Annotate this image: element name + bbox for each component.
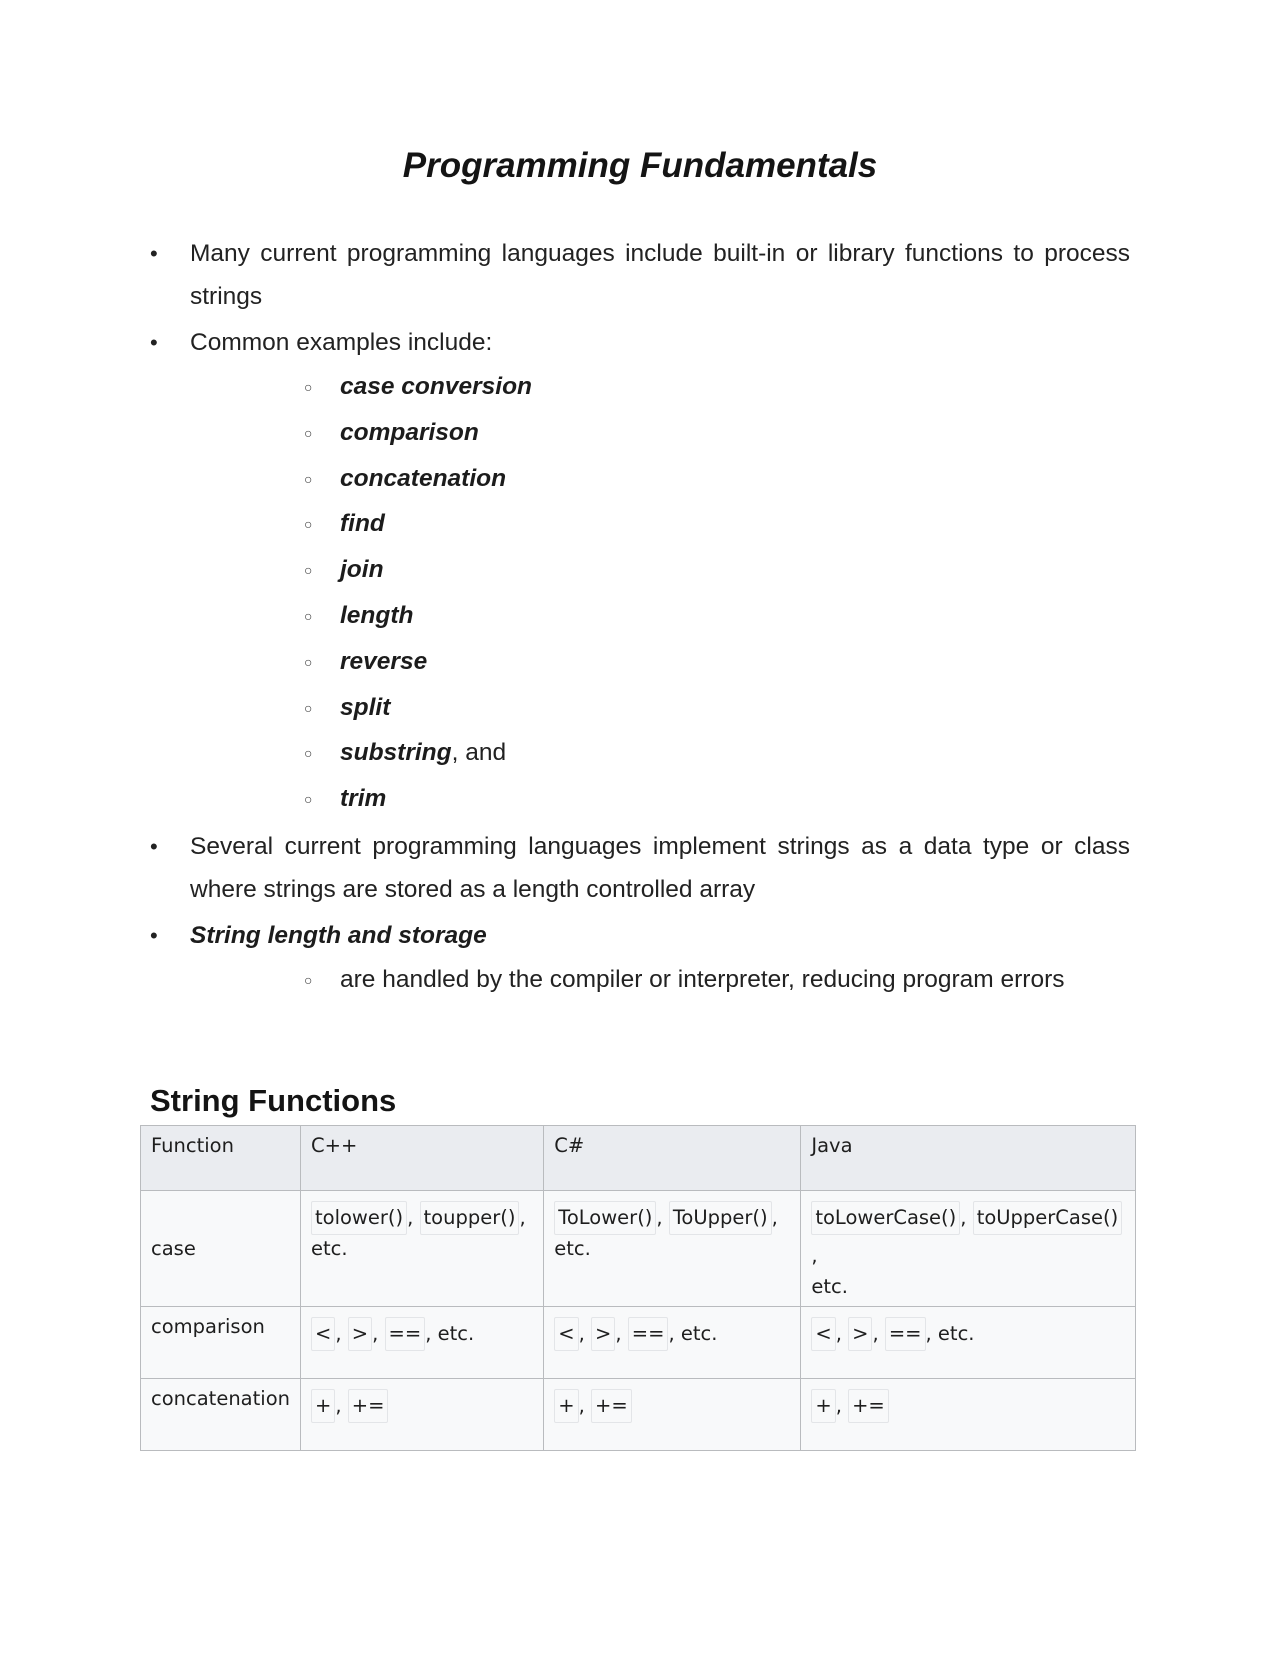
code-snippet: + (811, 1389, 835, 1423)
page-title: Programming Fundamentals (402, 146, 878, 185)
example-item (190, 593, 1130, 639)
code-snippet: + (554, 1389, 578, 1423)
code-snippet: tolower() (311, 1201, 407, 1235)
code-snippet: == (385, 1317, 426, 1351)
example-item (190, 364, 1130, 410)
example-item (190, 501, 1130, 547)
csharp-cell: ToLower() , ToUpper() , etc. (544, 1191, 801, 1307)
table-row (141, 1307, 1136, 1379)
example-term: reverse (340, 647, 428, 675)
example-item (190, 410, 1130, 456)
example-term: split (340, 693, 391, 721)
code-snippet: toUpperCase() (973, 1201, 1123, 1235)
example-item (190, 776, 1130, 822)
string-functions-table (140, 1125, 1136, 1451)
csharp-cell: < , > , == , etc. (544, 1307, 801, 1379)
function-cell: comparison (141, 1307, 301, 1379)
code-snippet: == (885, 1317, 926, 1351)
bullet-text: Common examples include: (190, 329, 493, 356)
example-term: trim (340, 785, 387, 813)
bullet-item (150, 914, 1130, 1003)
bullet-item: • Many current programming languages include built-in or library functions to process strings (150, 232, 1130, 318)
example-term: concatenation (340, 464, 507, 492)
section-heading: String Functions (150, 1083, 397, 1118)
example-item (190, 685, 1130, 731)
table-row (141, 1379, 1136, 1451)
bullet-item: • Several current programming languages implement strings as a data type or class where strings are stored as a length controlled array (150, 825, 1130, 911)
examples-list (190, 364, 1130, 822)
cpp-cell: + , += (301, 1379, 544, 1451)
code-snippet: > (591, 1317, 615, 1351)
code-snippet: += (591, 1389, 632, 1423)
column-header: C# (544, 1126, 801, 1191)
code-snippet: > (848, 1317, 872, 1351)
example-item (190, 730, 1130, 776)
code-snippet: < (311, 1317, 335, 1351)
example-suffix: , and (451, 739, 507, 767)
column-header: Function (141, 1126, 301, 1191)
example-item (190, 639, 1130, 685)
function-cell: concatenation (141, 1379, 301, 1451)
code-snippet: == (628, 1317, 669, 1351)
table-header-row (141, 1126, 1136, 1191)
code-snippet: + (311, 1389, 335, 1423)
column-header: C++ (301, 1126, 544, 1191)
example-term: substring (340, 739, 452, 767)
cpp-cell: < , > , == , etc. (301, 1307, 544, 1379)
code-snippet: toupper() (420, 1201, 520, 1235)
code-snippet: ToUpper() (669, 1201, 772, 1235)
function-cell: case (141, 1191, 301, 1307)
csharp-cell: + , += (544, 1379, 801, 1451)
table-row (141, 1191, 1136, 1307)
storage-sublist (190, 957, 1130, 1003)
code-snippet: += (348, 1389, 389, 1423)
example-term: find (340, 510, 385, 538)
example-item (190, 547, 1130, 593)
bullet-list (150, 232, 1130, 1006)
column-header: Java (801, 1126, 1136, 1191)
java-cell: < , > , == , etc. (801, 1307, 1136, 1379)
code-snippet: > (348, 1317, 372, 1351)
example-term: join (340, 556, 384, 584)
example-item (190, 456, 1130, 502)
bullet-item (150, 321, 1130, 822)
code-snippet: < (554, 1317, 578, 1351)
cpp-cell: tolower() , toupper() , etc. (301, 1191, 544, 1307)
code-snippet: toLowerCase() (811, 1201, 960, 1235)
java-cell: toLowerCase() , toUpperCase(), etc. (801, 1191, 1136, 1307)
bullet-text: String length and storage (190, 921, 487, 949)
code-snippet: ToLower() (554, 1201, 656, 1235)
storage-note: ○ are handled by the compiler or interpreter, reducing program errors (190, 957, 1130, 1003)
code-snippet: < (811, 1317, 835, 1351)
example-term: case conversion (340, 373, 533, 400)
code-snippet: += (848, 1389, 889, 1423)
example-term: comparison (340, 418, 479, 446)
java-cell: + , += (801, 1379, 1136, 1451)
example-term: length (340, 601, 414, 629)
